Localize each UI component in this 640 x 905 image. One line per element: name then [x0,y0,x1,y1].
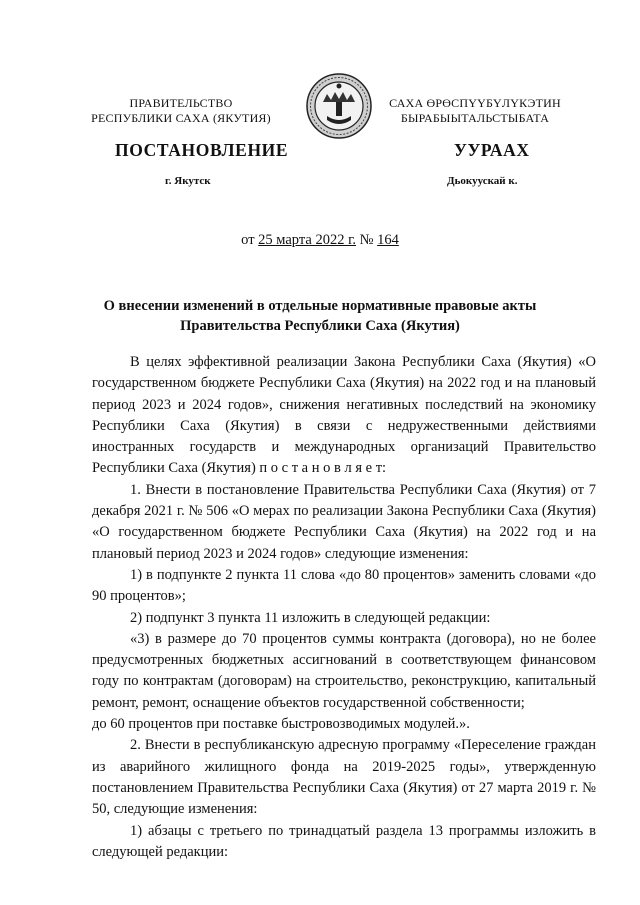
paragraph-subitem-1-1: 1) в подпункте 2 пункта 11 слова «до 80 процентов» заменить словами «до 90 процентов»; [92,566,596,605]
doc-type-title-ru: ПОСТАНОВЛЕНИЕ [115,140,289,160]
document-title-line1: О внесении изменений в отдельные нормативные правовые акты [103,298,537,314]
header-left-line1: ПРАВИТЕЛЬСТВО [129,96,233,110]
header-right-block [360,96,590,126]
date-prefix: от [241,232,259,248]
doc-type-title-sah: УУРААХ [454,140,530,160]
header-right-line2: БЫРАБЫЫТАЛЬСТЫБАТА [400,111,550,125]
number-sign: № [356,232,378,248]
header-left-block [66,96,296,126]
paragraph-subitem-2-1: 1) абзацы с третьего по тринадцатый раздела 13 программы изложить в следующей редакции: [92,822,596,860]
date-number-line [0,232,640,249]
city-ru: г. Якутск [165,175,211,187]
document-number: 164 [377,232,399,248]
paragraph-subitem-1-2: 2) подпункт 3 пункта 11 изложить в следующей редакции: [130,609,491,626]
document-date: 25 марта 2022 г. [258,232,357,248]
header-right-line1: САХА ӨРӨСПҮҮБҮЛҮКЭТИН [389,96,561,110]
document-body [92,352,596,863]
paragraph-preamble: В целях эффективной реализации Закона Республики Саха (Якутия) «О государственном бюджете Республики Саха (Якутия) на 2022 год и на плановый период 2023 и 2024 годов», снижения негативных последствий на экономику Республики Саха (Якутия) в связи с недружественными действиями иностранных государств и международных организаций Правительство Республики Саха (Якутия) п о с т а н о в л я е т: [92,354,596,477]
document-title-line2: Правительства Республики Саха (Якутия) [180,318,460,334]
paragraph-item-1: 1. Внести в постановление Правительства Республики Саха (Якутия) от 7 декабря 2021 г. № 506 «О мерах по реализации Закона Республики Саха (Якутия) «О государственном бюджете Республики Саха (Якутия) на 2022 год и на плановый период 2023 и 2024 годов» следующие изменения: [92,481,596,562]
header-left-line2: РЕСПУБЛИКИ САХА (ЯКУТИЯ) [91,111,271,125]
document-title [100,296,540,336]
paragraph-quoted-subitem-3: «3) в размере до 70 процентов суммы контракта (договора), но не более предусмотренных бюджетных ассигнований в соответствующем финансовом году по контрактам (договорам) на строительство, реконструкцию, капитальный ремонт, ремонт, оснащение объектов государственной собственности; [92,630,596,711]
paragraph-quoted-continuation: до 60 процентов при поставке быстровозводимых модулей.». [92,716,470,733]
paragraph-item-2: 2. Внести в республиканскую адресную программу «Переселение граждан из аварийного жилищного фонда на 2019-2025 годы», утвержденную постановлением Правительства Республики Саха (Якутия) от 27 марта 2019 г. № 50, следующие изменения: [92,737,596,818]
city-sah: Дьокуускай к. [447,175,518,187]
